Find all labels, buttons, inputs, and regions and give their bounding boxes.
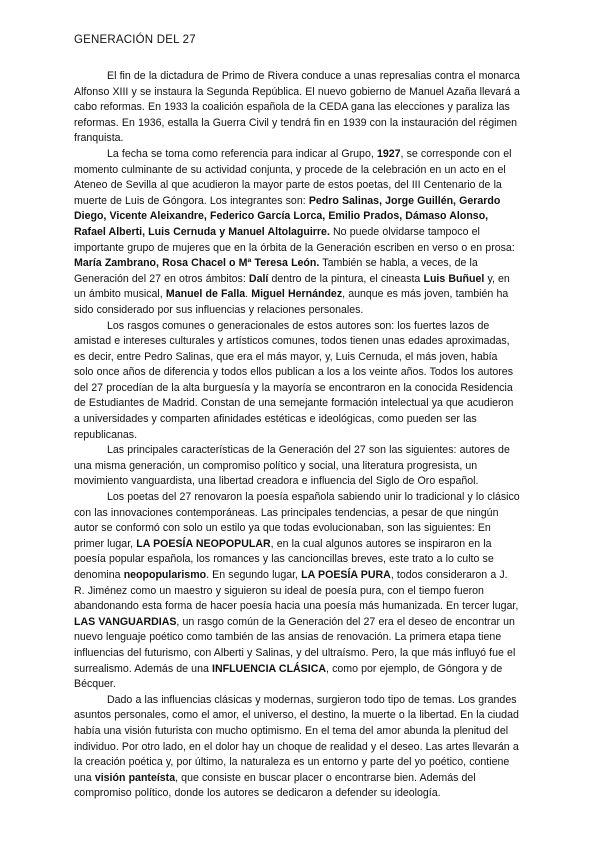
bold-text: Dalí (248, 272, 269, 285)
bold-text: LA POESÍA PURA (301, 569, 391, 581)
bold-text: María Zambrano, Rosa Chacel o Mª Teresa León. (74, 257, 320, 270)
document-body (74, 69, 520, 802)
text-run: No puede olvidarse tampoco el importante grupo de mujeres que en la órbita de la Generación escriben en verso o en prosa: (74, 225, 515, 254)
bold-text: Luis Buñuel (423, 272, 485, 285)
bold-text: Miguel Hernández (251, 288, 343, 301)
document-title: GENERACIÓN DEL 27 (74, 34, 196, 46)
text-run: Los rasgos comunes o generacionales de estos autores son: los fuertes lazos de amistad e intereses culturales y artísticos comunes, todos tienen unas edades aproximadas, es decir, entre Pedro Salinas, que era el más mayor, y, Luis Cernuda, el más joven, había solo once años de diferencia y todos ellos publican a los a los veinte años. Todos los autores del 27 procedían de la alta burguesía y la mayoría se encontraron en la conocida Residencia de Estudiantes de Madrid. Constan de una semejante formación intelectual ya que acudieron a universidades y comparten afinidades estéticas e ideológicas, como pueden ser las republicanas. (74, 319, 514, 441)
text-run: , que consiste en buscar placer o encontrarse bien. Además del compromiso político, donde los autores se dedicaron a defender su ideología. (74, 771, 476, 800)
text-run: El fin de la dictadura de Primo de Rivera conduce a unas represalias contra el monarca Alfonso XIII y se instaura la Segunda República. El nuevo gobierno de Manuel Azaña llevará a cabo reformas. En 1933 la coalición española de la CEDA gana las elecciones y paraliza las reformas. En 1936, estalla la Guerra Civil y tendrá fin en 1939 con la instauración del régimen franquista. (74, 70, 520, 145)
paragraph (74, 693, 520, 802)
text-run: dentro de la pintura, el cineasta (268, 272, 424, 285)
text-run: , un rasgo común de la Generación del 27 era el deseo de encontrar un nuevo lenguaje poético como también de las ansias de renovación. La primera etapa tiene influencias del futurismo, con Alberti y Salinas, y del ultraísmo. Pero, la que más influyó fue el surrealismo. Además de una (74, 615, 516, 675)
bold-text: 1927 (376, 147, 401, 160)
text-run: , como por ejemplo, de Góngora y de Bécquer. (74, 662, 503, 691)
text-run: La fecha se toma como referencia para indicar al Grupo, (107, 147, 377, 160)
text-run: y, en un ámbito musical, (74, 272, 510, 301)
bold-text: Manuel de Falla (165, 288, 246, 301)
bold-text: neopopularismo (123, 569, 207, 581)
text-run: Las principales características de la Generación del 27 son las siguientes: autores de una misma generación, un compromiso político y social, una literatura progresista, un movimiento vanguardista, una libertad creadora e influencia del Siglo de Oro español. (74, 444, 510, 488)
text-run: Dado a las influencias clásicas y modernas, surgieron todo tipo de temas. Los grandes asuntos personales, como el amor, el universo, el destino, la muerte o la libertad. En la ciudad había una visión futurista con mucho optimismo. En el tema del amor abunda la plenitud del individuo. Por otro lado, en el dolor hay un choque de realidad y el deseo. Las artes llevarán a la creación poética y, por último, la naturaleza es un entorno y parte del yo poético, contiene una (74, 693, 519, 784)
text-run: , en la cual algunos autores se inspiraron en la poesía popular española, los romances y las cancioncillas breves, este trato a lo culto se denomina (74, 537, 494, 581)
text-run: , aunque es más joven, también ha sido considerado por sus influencias y relaciones personales. (74, 288, 509, 316)
bold-text: LA POESÍA NEOPOPULAR (136, 537, 271, 550)
paragraph (74, 443, 520, 490)
paragraph (74, 69, 520, 147)
text-run: . En segundo lugar, (206, 569, 302, 581)
paragraph (74, 319, 520, 444)
bold-text: Pedro Salinas, Jorge Guillén, Gerardo Diego, Vicente Aleixandre, Federico García Lorca, Emilio Prados, Dámaso Alonso, Rafael Alberti, Luis Cernuda y Manuel Altolaguirre. (74, 194, 501, 238)
bold-text: visión panteísta (94, 771, 176, 784)
text-run: . (245, 288, 252, 301)
paragraph (74, 490, 520, 693)
text-run: Los poetas del 27 renovaron la poesía española sabiendo unir lo tradicional y lo clásico con las innovaciones contemporáneas. Las principales tendencias, a pesar de que ningún autor se conformó con solo un estilo ya que todas evolucionaban, son las siguientes: En primer lugar, (74, 491, 520, 550)
text-run: , se corresponde con el momento culminante de su actividad conjunta, y procede de la celebración en un acto en el Ateneo de Sevilla al que acudieron la mayor parte de estos poetas, del III Centenario de la muerte de Luis de Góngora. Los integrantes son: (74, 147, 512, 207)
text-run: También se habla, a veces, de la Generación del 27 en otros ámbitos: (74, 257, 478, 285)
bold-text: LAS VANGUARDIAS (74, 615, 177, 628)
text-run: , todos consideraron a J. R. Jiménez como un maestro y siguieron su ideal de poesía pura, con el tiempo fueron abandonando esta forma de hacer poesía hacia una poesía más humanizada. En tercer lugar, (74, 569, 519, 613)
bold-text: INFLUENCIA CLÁSICA (212, 662, 326, 675)
paragraph (74, 147, 520, 319)
